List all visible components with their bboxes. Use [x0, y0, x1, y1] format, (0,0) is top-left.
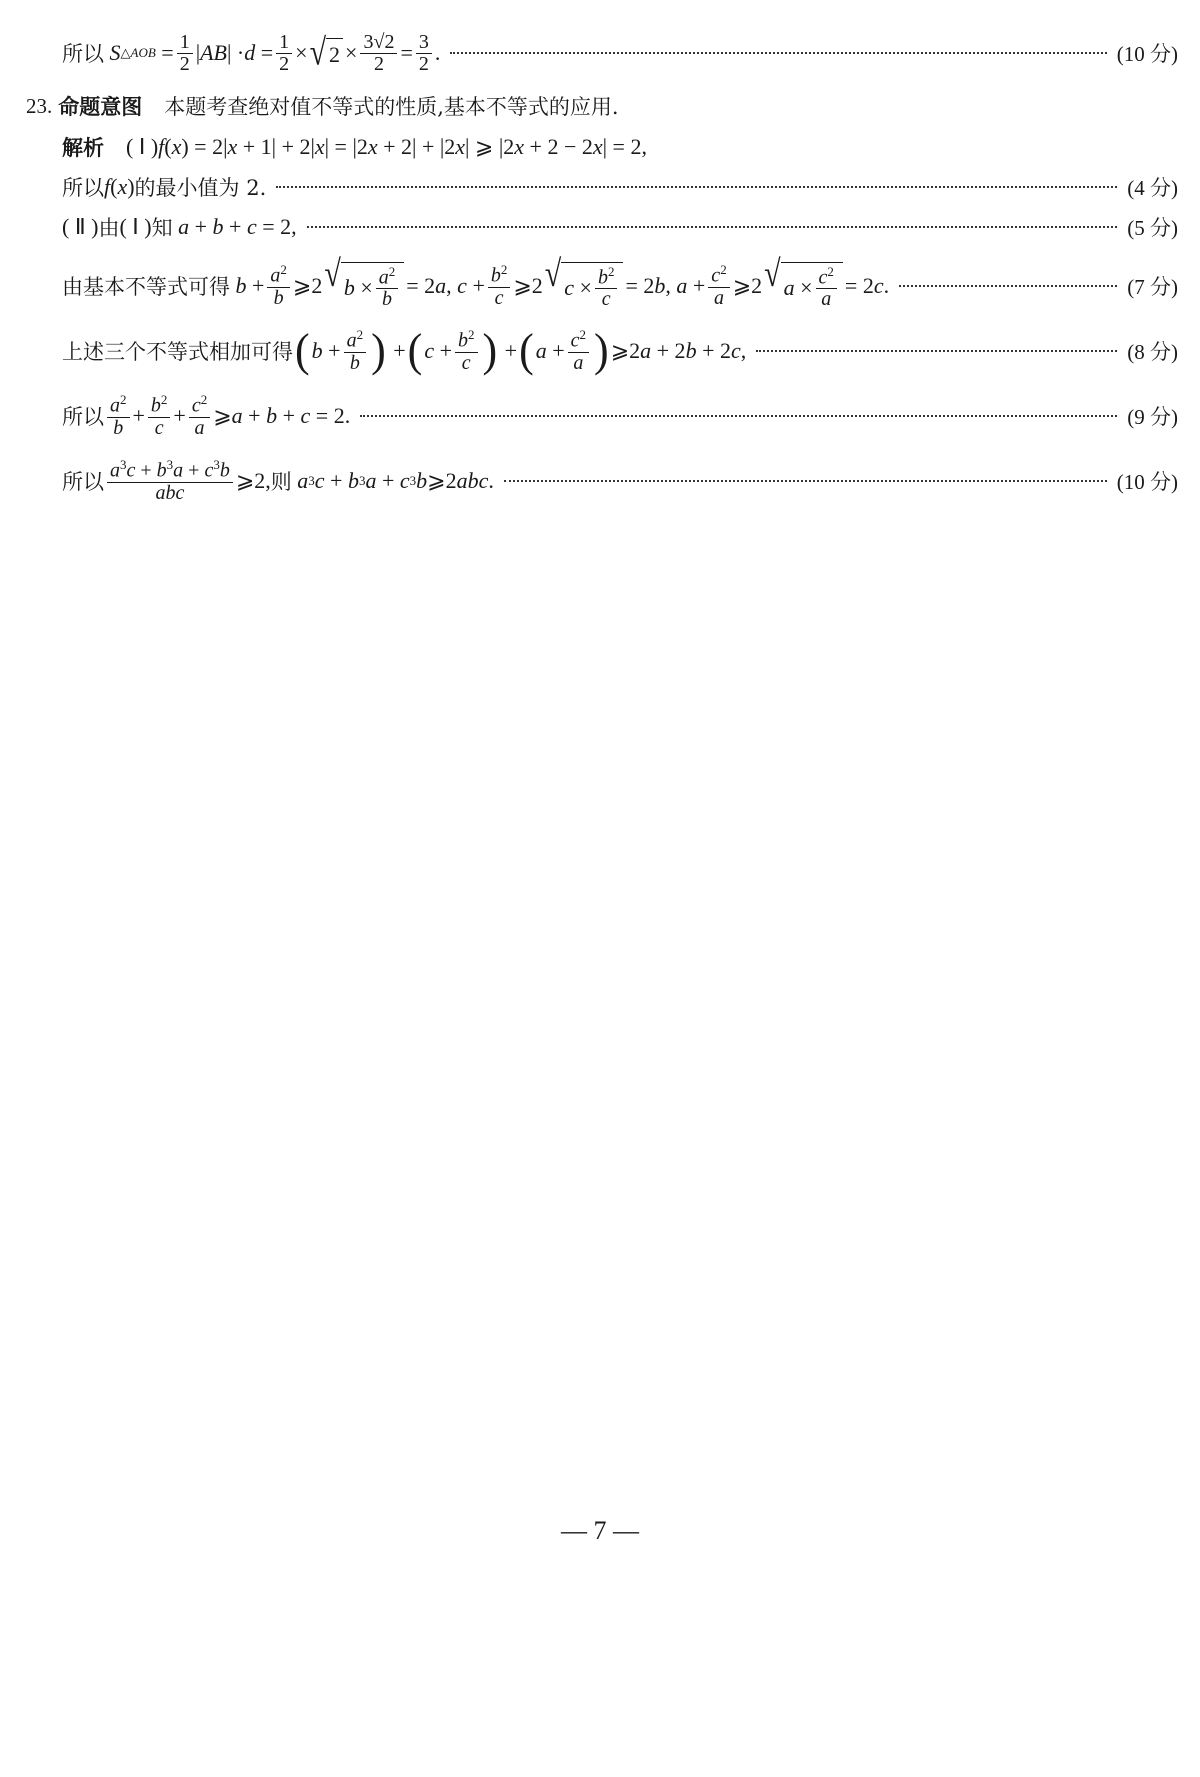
question-intent-text: 本题考查绝对值不等式的性质,基本不等式的应用. [164, 95, 619, 119]
solution-part2-line [62, 210, 1178, 244]
solution-add-line [62, 322, 1178, 380]
text-prefix: 所以 [62, 405, 104, 429]
math-final-inequality: a 3 c + b 3 a + c 3 b ⩾2 abc . [297, 468, 494, 493]
math-fx-expression: ( Ⅰ ) f ( x ) = 2| x + 1| + 2| x | = |2 x + 2| + |2 x | ⩾ |2 x + 2 − 2 x | = 2, [126, 134, 647, 159]
math-sum-equation: a + b + c = 2, [178, 214, 297, 239]
dot-leader [756, 350, 1117, 352]
math-part2-ref: ( Ⅰ ) [119, 214, 152, 239]
solution-line-area [62, 30, 1178, 76]
dot-leader [504, 480, 1107, 482]
text-know: 知 [151, 216, 173, 240]
text-part2: 由 [98, 216, 120, 240]
solution-result-line [62, 386, 1178, 446]
text-prefix: 由基本不等式可得 [62, 275, 230, 299]
math-area-formula: S △AOB = $\frac{1}{2}$ | AB | · d = $\frac{1}{2}$ × √ 2 × $\frac{3√2}{2}$ = $\frac{3}{2}$ . [109, 30, 441, 75]
solution-am-gm-line [62, 254, 1178, 318]
score-label: (10 分) [1116, 42, 1178, 66]
math-result-inequality: $\frac{a^2}{b}$ + $\frac{b^2}{c}$ + $\frac{c^2}{a}$ ⩾ a + b + c = 2. [104, 393, 350, 439]
solution-final-line [62, 452, 1178, 510]
score-label: (10 分) [1116, 470, 1178, 494]
page-number: — 7 — [561, 1516, 639, 1545]
dot-leader [360, 415, 1117, 417]
question-heading: 命题意图 [58, 95, 143, 119]
score-label: (9 分) [1127, 405, 1178, 429]
score-label: (4 分) [1127, 176, 1178, 200]
text-prefix: 所以 [62, 176, 104, 200]
dot-leader [899, 285, 1117, 287]
dot-leader [307, 226, 1118, 228]
math-min-value: f ( x ) [104, 174, 135, 199]
score-label: (7 分) [1127, 275, 1178, 299]
score-label: (8 分) [1127, 340, 1178, 364]
math-am-gm-inequalities: b + $\frac{a^2}{b}$ ⩾2 √ b × $\frac{a^2}{b}$ = 2 a , c + $\frac{b^2}{c}$ ⩾2 √ c × $\frac{b^2}{c}$ = 2 b , a + $\frac{c^2}{a}$ ⩾2 √ a × $\frac{c^2}{a}$ = 2 c . [235, 253, 890, 311]
math-sum-inequality: ( b + $\frac{a^2}{b}$ ) + ( c + $\frac{b^2}{c}$ ) + ( a + $\frac{c^2}{a}$ ) ⩾2 a + 2 b + 2 c , [295, 324, 747, 377]
text-prefix: 所以 [62, 42, 104, 66]
text-prefix: 所以 [62, 470, 104, 494]
dot-leader [450, 52, 1106, 54]
question-header [26, 90, 1178, 122]
text-prefix: 上述三个不等式相加可得 [62, 340, 293, 364]
solution-min-line [62, 170, 1178, 204]
math-part2-given: ( Ⅱ ) [62, 214, 99, 239]
text-then: 则 [270, 470, 292, 494]
text-min-value: 的最小值为 2. [134, 176, 267, 200]
dot-leader [276, 186, 1117, 188]
analysis-label: 解析 [62, 136, 104, 160]
solution-part1-line [62, 130, 1178, 164]
question-number: 23. [26, 93, 53, 118]
score-label: (5 分) [1127, 216, 1178, 240]
math-final-fraction: $\frac{a^3c + b^3a + c^3b}{\text{abc}}$ ⩾2, [104, 458, 271, 504]
